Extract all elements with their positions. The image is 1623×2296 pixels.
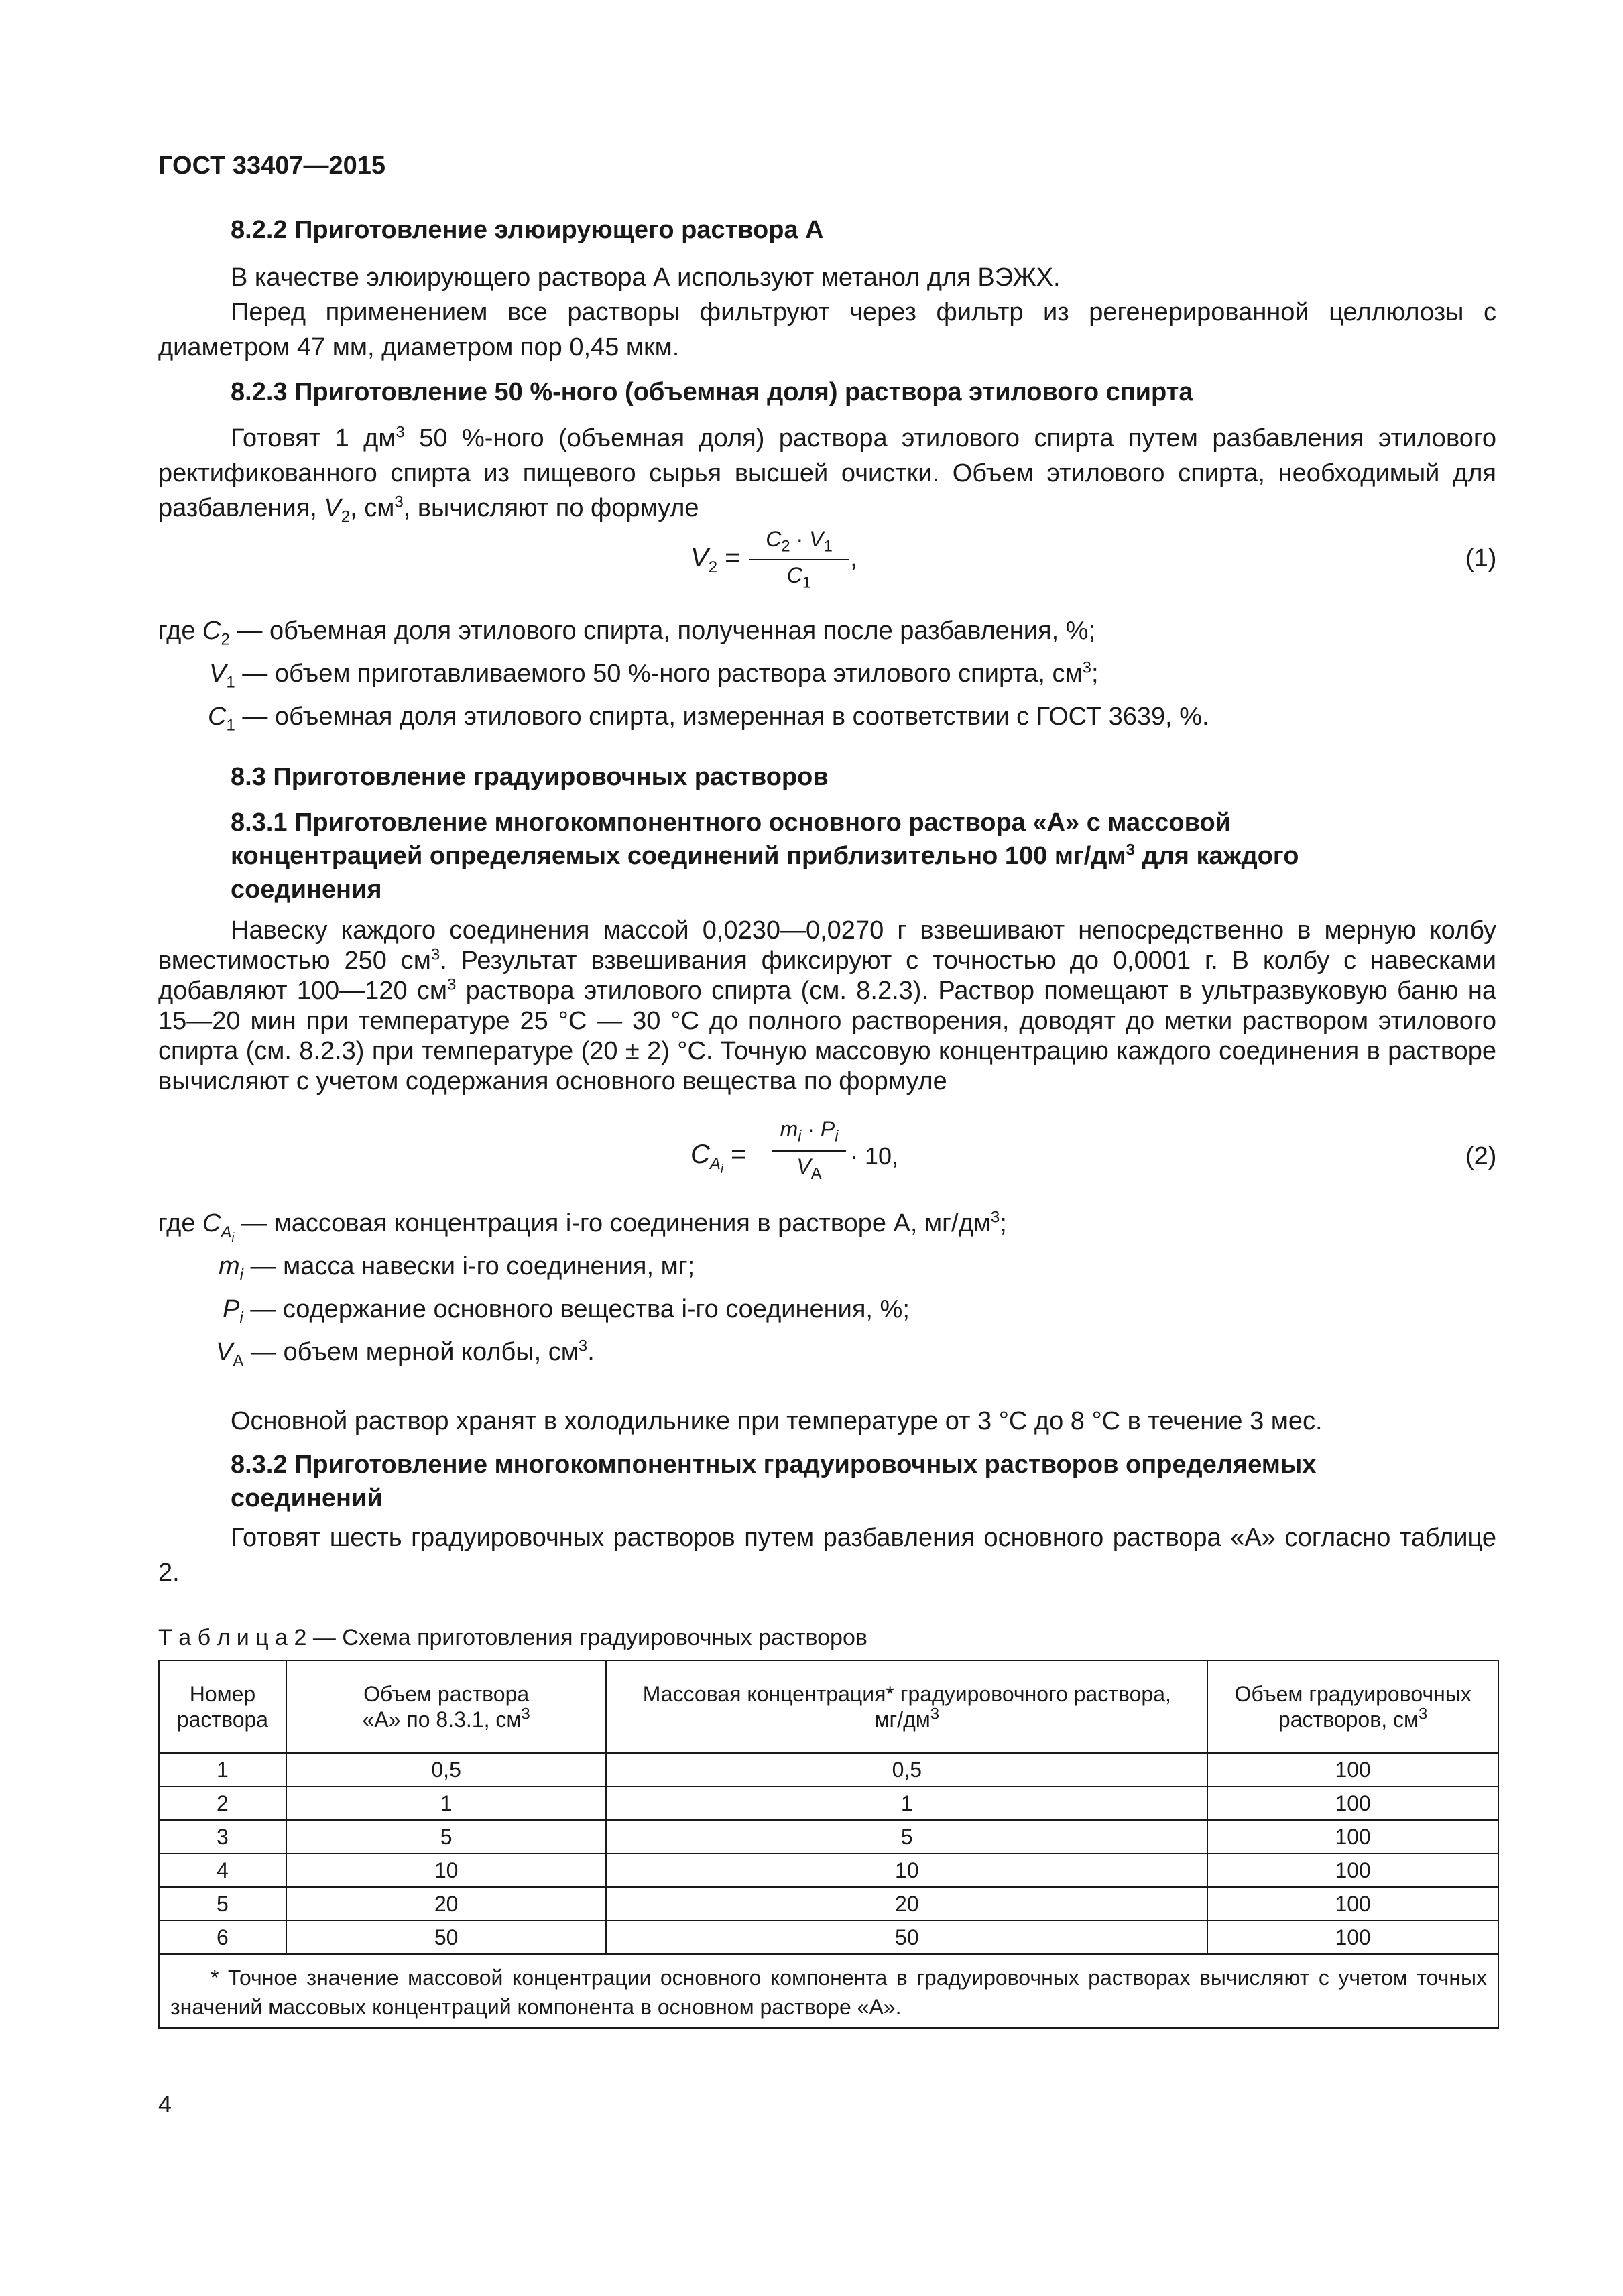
header-cell-concentration: Массовая концентрация* градуировочного раствора, $мг/дм^3$ — [606, 1660, 1207, 1753]
header-cell-volume-total: Объем градуировочных растворов, $см^3$ — [1207, 1660, 1498, 1753]
section-8-3-2-title: 8.3.2 Приготовление многокомпонентных градуировочных растворов определяемых соединений — [231, 1451, 1317, 1512]
table-2-caption: Т а б л и ц а 2 — Схема приготовления градуировочных растворов — [158, 1625, 867, 1650]
table-footnote: * Точное значение массовой концентрации основного компонента в градуировочных растворах вычисляют с учетом точных значений массовых концентраций компонента в основном растворе «А». — [159, 1954, 1498, 2028]
formula-2-legend-va: $V_А$ — объем мерной колбы, $см^3$. — [216, 1337, 595, 1370]
table-row: 2 1 1 100 — [159, 1787, 1498, 1820]
header-cell-number: Номер раствора — [159, 1660, 286, 1753]
equation-number-2: (2) — [1465, 1142, 1497, 1170]
section-8-3-1-title: 8.3.1 Приготовление многокомпонентного основного раствора «А» с массовой концентрацией определяемых соединений приблизительно 100 $мг/дм^3$ для каждого соединения — [231, 808, 1299, 904]
section-8-2-2-para-2: Перед применением все растворы фильтруют через фильтр из регенерированной целлюлозы с диаметром 47 мм, диаметром пор 0,45 мкм. — [158, 298, 1496, 361]
formula-1-legend-c2: где $C_2$ — объемная доля этилового спирта, полученная после разбавления, %; — [158, 617, 1096, 649]
section-8-3-2-para: Готовят шесть градуировочных растворов путем разбавления основного раствора «А» согласно таблице 2. — [158, 1524, 1496, 1587]
formula-1-legend-v1: $V_1$ — объем приготавливаемого 50 %-ного раствора этилового спирта, $см^3$; — [209, 658, 1099, 692]
table-row: 3 5 5 100 — [159, 1820, 1498, 1854]
table-row: 5 20 20 100 — [159, 1887, 1498, 1921]
section-8-2-3-title: 8.2.3 Приготовление 50 %-ного (объемная доля) раствора этилового спирта — [231, 378, 1193, 406]
formula-2-legend-cai: где $C_{A_i}$ — массовая концентрация i-го соединения в растворе А, $мг/дм^3$; — [158, 1208, 1007, 1244]
section-8-2-2-title: 8.2.2 Приготовление элюирующего раствора А — [231, 216, 824, 244]
formula-1-legend-c1: $C_1$ — объемная доля этилового спирта, измеренная в соответствии с ГОСТ 3639, %. — [208, 703, 1209, 735]
formula-2-legend-pi: $P_i$ — содержание основного вещества i-го соединения, %; — [223, 1295, 910, 1327]
header-cell-volume-a: Объем раствора «А» по 8.3.1, $см^3$ — [286, 1660, 606, 1753]
section-8-3-1-para: Навеску каждого соединения массой 0,0230—0,0270 г взвешивают непосредственно в мерную колбу вместимостью 250 $см^3$. Результат взвешивания фиксируют с точностью до 0,0001 г. В колбу с навесками добавляют 100—120 $см^3$ раствора этилового спирта (см. 8.2.3). Раствор помещают в ультразвуковую баню на 15—20 мин при температуре 25 °С — 30 °С до полного растворения, доводят до метки раствором этилового спирта (см. 8.2.3) при температуре (20 ± 2) °С. Точную массовую концентрацию каждого соединения в растворе вычисляют с учетом содержания основного вещества по формуле — [158, 916, 1496, 1095]
section-8-2-2-para-1: В качестве элюирующего раствора А используют метанол для ВЭЖХ. — [231, 263, 1061, 292]
section-8-3-1-storage: Основной раствор хранят в холодильнике при температуре от 3 °С до 8 °С в течение 3 мес. — [231, 1407, 1323, 1435]
table-row: 4 10 10 100 — [159, 1854, 1498, 1887]
document-page: ГОСТ 33407—2015 8.2.2 Приготовление элюирующего раствора А В качестве элюирующего раствора А используют метанол для ВЭЖХ. Перед применением все растворы фильтруют через фильтр из регенерированной целлюлозы с диаметром 47 мм, диаметром пор 0,45 мкм. 8.2.3 Приготовление 50 %-ного (объемная доля) раствора этилового спирта Готовят 1 $дм^3$ 50 %-ного (объемная доля) раствора этилового спирта путем разбавления этилового ректификованного спирта из пищевого сырья высшей очистки. Объем этилового спирта, необходимый для разбавления, $V_2$, $см^3$, вычисляют по формуле $V_2$ = $C_2 \cdot V_1$ $C_1$ , (1) где $C_2$ — объемная доля этилового спирта, полученная после разбавления, %; $V_1$ — объем приготавливаемого 50 %-ного раствора этилового спирта, $см^3$; $C_1$ — объемная доля этилового спирта, измеренная в соответствии с ГОСТ 3639, %. 8.3 Приготовление градуировочных растворов 8.3.1 Приготовление многокомпонентного основного раствора «А» с массовой концентрацией определяемых соединений приблизительно 100 $мг/дм^3$ для каждого соединения Навеску каждого соединения массой 0,0230—0,0270 г взвешивают непосредственно в мерную колбу вместимостью 250 $см^3$. Результат взвешивания фиксируют с точностью до 0,0001 г. В колбу с навесками добавляют 100—120 $см^3$ раствора этилового спирта (см. 8.2.3). Раствор помещают в ультразвуковую баню на 15—20 мин при температуре 25 °С — 30 °С до полного растворения, доводят до метки раствором этилового спирта (см. 8.2.3) при температуре (20 ± 2) °С. Точную массовую концентрацию каждого соединения в растворе вычисляют с учетом содержания основного вещества по формуле $C_{A_i}$ = $m_i \cdot P_i$ $V_А$ · 10, (2) где $C_{A_i}$ — массовая концентрация i-го соединения в растворе А, $мг/дм^3$; $m_i$ — масса навески i-го соединения, мг; $P_i$ — содержание основного вещества i-го соединения, %; $V_А$ — объем мерной колбы, $см^3$. Основной раствор хранят в холодильнике при температуре от 3 °С до 8 °С в течение 3 мес. 8.3.2 Приготовление многокомпонентных градуировочных растворов определяемых соединений Готовят шесть градуировочных растворов путем разбавления основного раствора «А» согласно таблице 2. Т а б л и ц а 2 — Схема приготовления градуировочных растворов Номер раствора Объем раствора «А» по 8.3.1, $см^3$ Массовая концентрация* градуировочного раствора, $мг/дм^3$ Объем градуировочных растворов, $см^3$ 1 0,5 0,5 100 2 1 1 100 3 5 5 100 4 10 10 100 5 20 20 100 6 50 50 100 * Точное значение массовой концентрации основного компонента в градуировочных растворах вычисляют с учетом точных значений массовых концентраций компонента в основном растворе «А». 4 — [0, 0, 1623, 2296]
equation-number-1: (1) — [1465, 544, 1497, 572]
section-8-3-title: 8.3 Приготовление градуировочных растворов — [231, 763, 829, 791]
table-row: 1 0,5 0,5 100 — [159, 1753, 1498, 1787]
document-id-header: ГОСТ 33407—2015 — [158, 152, 386, 180]
formula-2-legend-mi: $m_i$ — масса навески i-го соединения, мг; — [219, 1252, 695, 1284]
table-2 — [158, 1660, 1499, 2029]
table-header-row — [159, 1660, 1498, 1753]
page-number: 4 — [158, 2090, 172, 2118]
table-row: 6 50 50 100 — [159, 1921, 1498, 1954]
table-footnote-row — [159, 1954, 1498, 2028]
section-8-2-3-para: Готовят 1 $дм^3$ 50 %-ного (объемная доля) раствора этилового спирта путем разбавления этилового ректификованного спирта из пищевого сырья высшей очистки. Объем этилового спирта, необходимый для разбавления, $V_2$, $см^3$, вычисляют по формуле — [158, 423, 1496, 526]
